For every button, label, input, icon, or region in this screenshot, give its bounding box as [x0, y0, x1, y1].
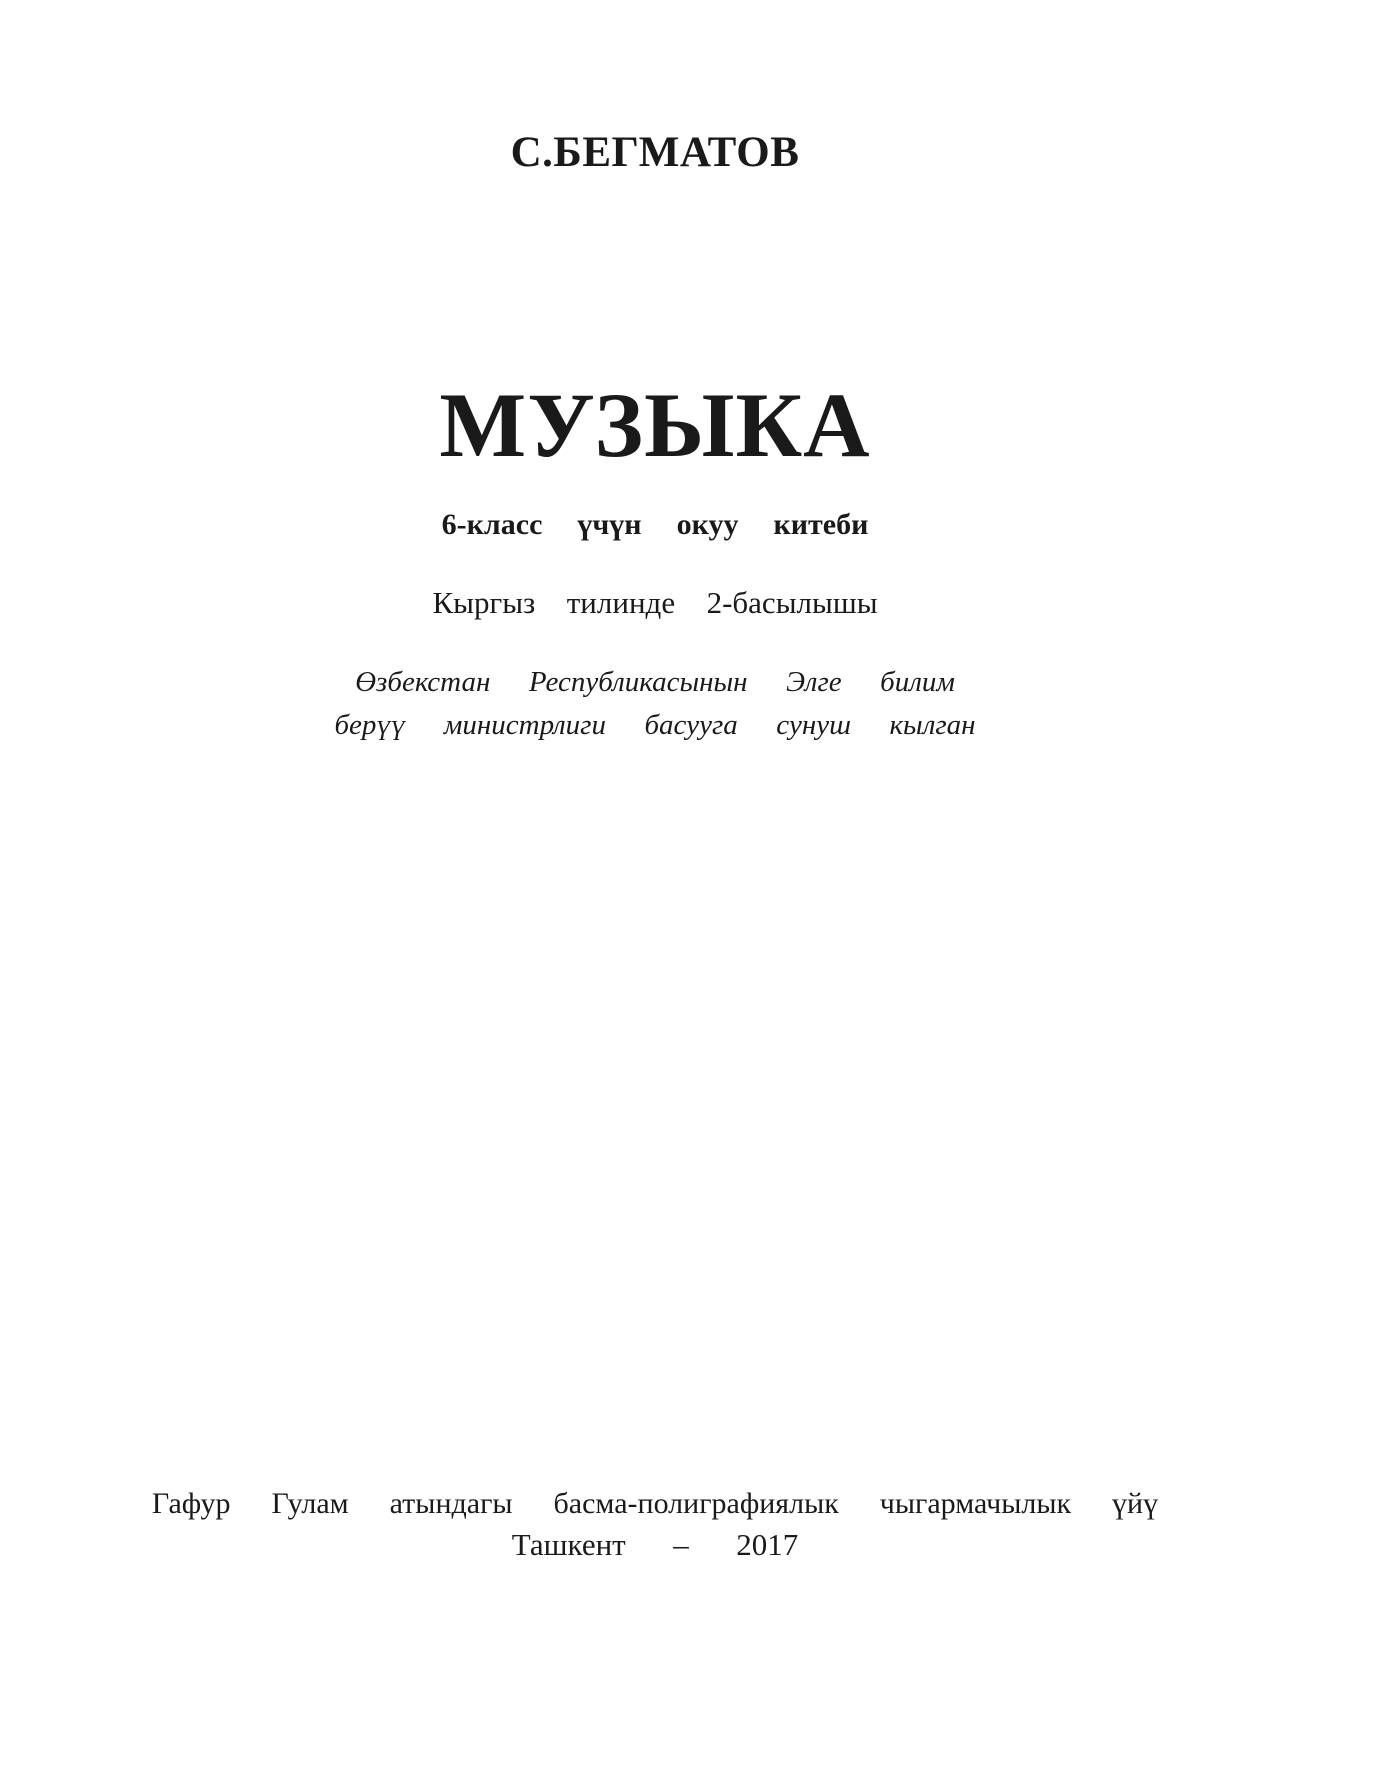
publisher-name: Гафур Гулам атындагы басма-полиграфиялык чыгармачылык үйү — [151, 1487, 1159, 1520]
author-name: С.БЕГМАТОВ — [510, 129, 800, 176]
approval-line-1: Өзбекстан Республикасынын Элге билим — [355, 666, 955, 698]
publisher-place-year: Ташкент – 2017 — [511, 1527, 799, 1562]
book-title: МУЗЫКА — [439, 374, 871, 476]
approval-line-2: берүү министрлиги басууга сунуш кылган — [334, 709, 976, 741]
edition-note: Кыргыз тилинде 2-басылышы — [432, 585, 878, 620]
book-subtitle: 6-класс үчүн окуу китеби — [441, 508, 869, 541]
